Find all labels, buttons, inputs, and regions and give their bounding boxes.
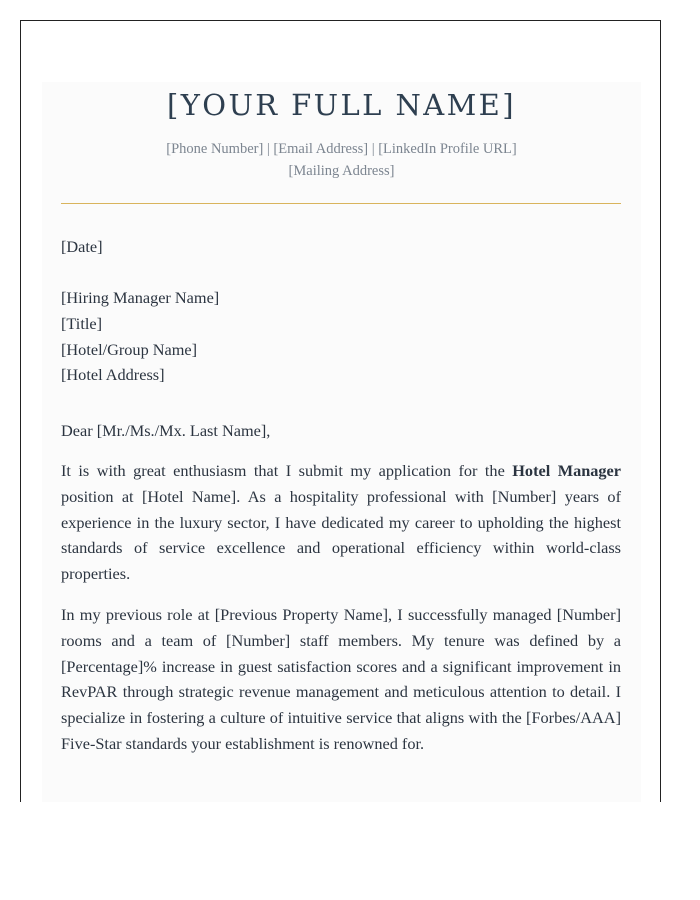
recipient-block <box>61 285 621 388</box>
recipient-name: [Hiring Manager Name] <box>61 288 220 307</box>
mailing-address: [Mailing Address] <box>288 163 395 179</box>
paragraph-experience: In my previous role at [Previous Property Name], I successfully managed [Number] rooms and a team of [Number] staff members. My tenure was defined by a [Percentage]% increase in guest satisfaction scores and a significant improvement in RevPAR through strategic revenue management and meticulous attention to detail. I specialize in fostering a culture of intuitive service that aligns with the [Forbes/AAA] Five-Star standards your establishment is renowned for. <box>61 605 621 753</box>
recipient-hotel: [Hotel/Group Name] <box>61 339 198 359</box>
paragraph-intro-rest: position at [Hotel Name]. As a hospitality professional with [Number] years of experience in the luxury sector, I have dedicated my career to upholding the highest standards of service excellence and operational efficiency within world-class properties. <box>61 486 621 584</box>
salutation: Dear [Mr./Ms./Mx. Last Name], <box>61 421 271 440</box>
contact-block <box>42 138 641 182</box>
recipient-title: [Title] <box>61 313 103 333</box>
header-divider <box>61 203 621 204</box>
contact-line: [Phone Number] | [Email Address] | [LinkedIn Profile URL] <box>166 141 517 157</box>
letter-date: [Date] <box>61 237 103 256</box>
position-title: Hotel Manager <box>512 461 621 480</box>
applicant-name: [YOUR FULL NAME] <box>167 88 516 122</box>
recipient-address: [Hotel Address] <box>61 365 165 385</box>
paragraph-intro-lead: It is with great enthusiasm that I submit my application for the <box>61 461 513 480</box>
paragraph-intro <box>61 458 621 587</box>
